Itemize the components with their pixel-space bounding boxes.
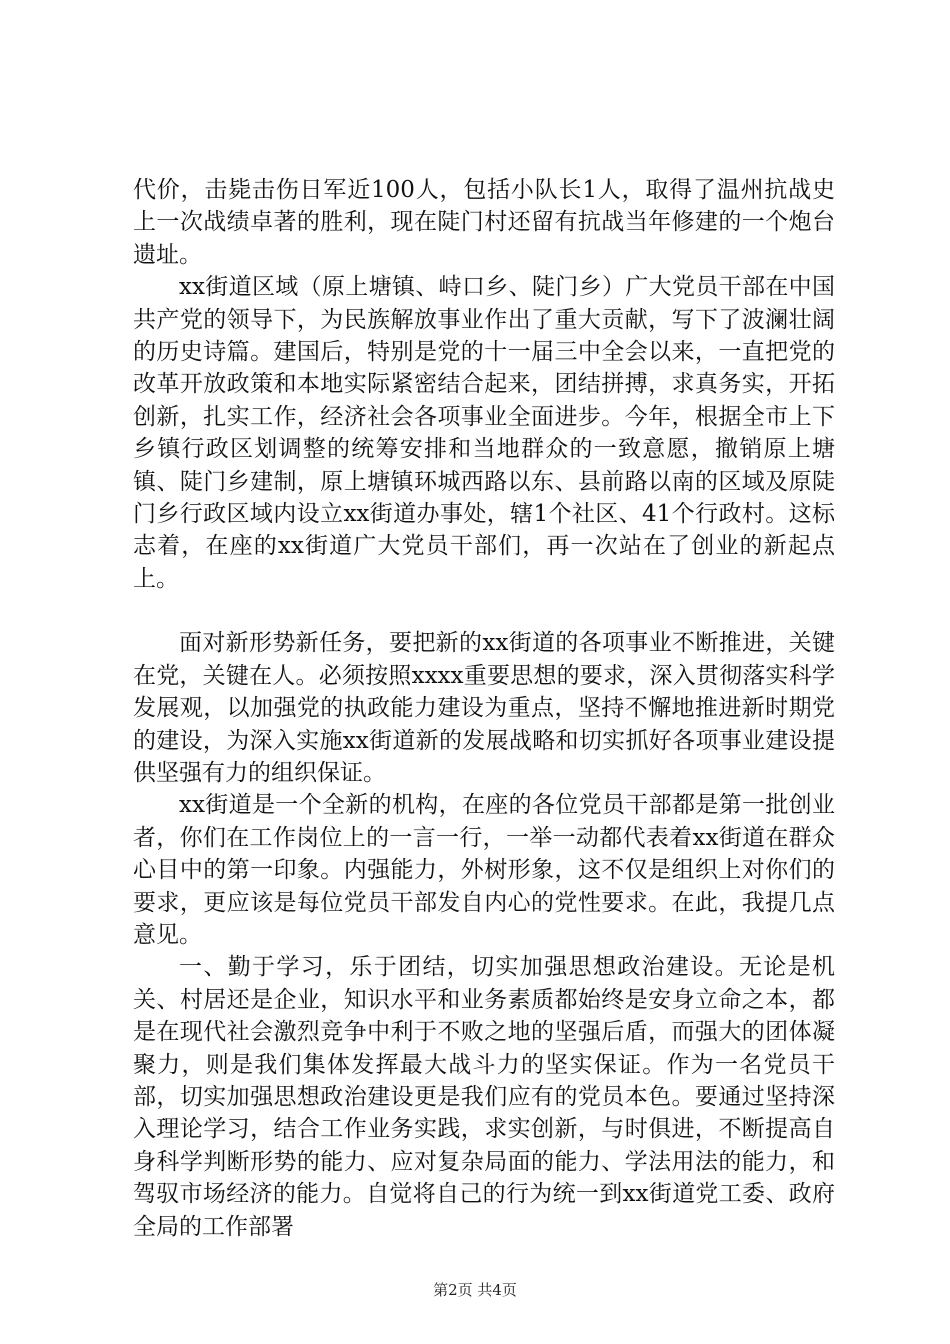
paragraph-point-one: 一、勤于学习，乐于团结，切实加强思想政治建设。无论是机关、村居还是企业，知识水平和业务素质都始终是安身立命之本，都是在现代社会激烈竞争中利于不败之地的坚强后盾，而强大的团体凝聚力，则是我们集体发挥最大战斗力的坚实保证。作为一名党员干部，切实加强思想政治建设更是我们应有的党员本色。要通过坚持深入理论学习，结合工作业务实践，求实创新，与时俱进，不断提高自身科学判断形势的能力、应对复杂局面的能力、学法用法的能力，和驾驭市场经济的能力。自觉将自己的行为统一到xx街道党工委、政府全局的工作部署 [133, 954, 835, 1240]
document-body [133, 174, 835, 1243]
page-number-footer: 第2页 共4页 [433, 1281, 517, 1299]
paragraph-new-situation: 面对新形势新任务，要把新的xx街道的各项事业不断推进，关键在党，关键在人。必须按照xxxx重要思想的要求，深入贯彻落实科学发展观，以加强党的执政能力建设为重点，坚持不懈地推进新时期党的建设，为深入实施xx街道新的发展战略和切实抓好各项事业建设提供坚强有力的组织保证。 [133, 630, 835, 786]
paragraph-history: xx街道区域（原上塘镇、峙口乡、陡门乡）广大党员干部在中国共产党的领导下，为民族解放事业作出了重大贡献，写下了波澜壮阔的历史诗篇。建国后，特别是党的十一届三中全会以来，一直把党的改革开放政策和本地实际紧密结合起来，团结拼搏，求真务实，开拓创新，扎实工作，经济社会各项事业全面进步。今年，根据全市上下乡镇行政区划调整的统筹安排和当地群众的一致意愿，撤销原上塘镇、陡门乡建制，原上塘镇环城西路以东、县前路以南的区域及原陡门乡行政区域内设立xx街道办事处，辖1个社区、41个行政村。这标志着，在座的xx街道广大党员干部们，再一次站在了创业的新起点上。 [133, 274, 835, 592]
paragraph-continuation: 代价，击毙击伤日军近100人，包括小队长1人，取得了温州抗战史上一次战绩卓著的胜利，现在陡门村还留有抗战当年修建的一个炮台遗址。 [133, 177, 835, 268]
paragraph-new-institution: xx街道是一个全新的机构，在座的各位党员干部都是第一批创业者，你们在工作岗位上的一言一行，一举一动都代表着xx街道在群众心目中的第一印象。内强能力，外树形象，这不仅是组织上对你们的要求，更应该是每位党员干部发自内心的党性要求。在此，我提几点意见。 [133, 792, 835, 948]
